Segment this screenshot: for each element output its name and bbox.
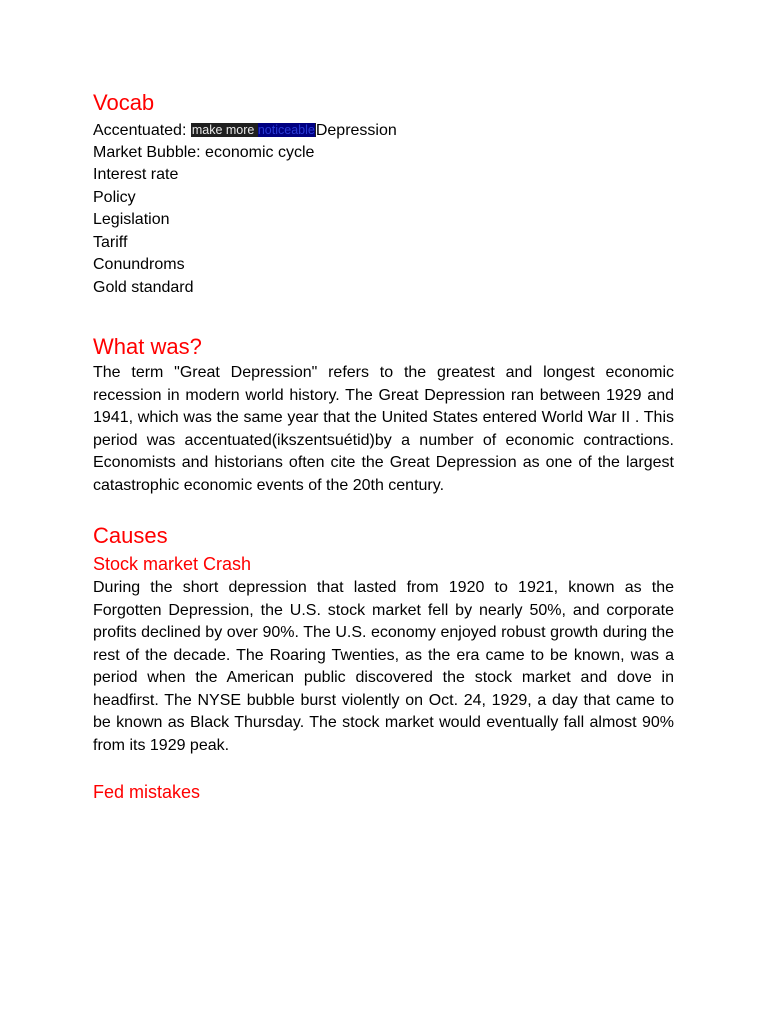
vocab-item-conundroms: Conundroms <box>93 256 185 273</box>
stock-market-crash-paragraph: During the short depression that lasted from 1920 to 1921, known as the Forgotten Depression, the U.S. stock market fell by nearly 50%, and corporate profits declined by over 90%. The U.S. economy enjoyed robust growth during the rest of the decade. The Roaring Twenties, as the era came to be known, was a period when the American public discovered the stock market and dove in headfirst. The NYSE bubble burst violently on Oct. 24, 1929, a day that came to be known as Black Thursday. The stock market would eventually fall almost 90% from its 1929 peak. <box>93 579 674 754</box>
vocab-term-accentuated: Accentuated: <box>93 122 191 139</box>
vocab-item-policy: Policy <box>93 188 136 206</box>
highlight-link[interactable]: noticeable <box>257 123 315 137</box>
what-was-heading: What was? <box>93 334 202 359</box>
vocab-item-gold-standard: Gold standard <box>93 278 194 296</box>
vocab-item-accentuated <box>93 119 674 142</box>
what-was-paragraph: The term "Great Depression" refers to the greatest and longest economic recession in modern world history. The Great Depression ran between 1929 and 1941, which was the same year that the United States entered World War II . This period was accentuated(ikszentsuétid)by a number of economic contractions. Economists and historians often cite the Great Depression as one of the largest catastrophic economic events of the 20th century. <box>93 364 674 494</box>
vocab-heading: Vocab <box>93 90 155 115</box>
fed-mistakes-heading: Fed mistakes <box>93 782 201 802</box>
causes-heading: Causes <box>93 523 168 548</box>
vocab-item-interest-rate: Interest rate <box>93 166 179 183</box>
highlight-text: make more <box>191 123 258 137</box>
vocab-item-tariff: Tariff <box>93 233 128 251</box>
vocab-item-market-bubble: Market Bubble: economic cycle <box>93 143 315 161</box>
vocab-after-text: Depression <box>315 122 397 139</box>
vocab-item-legislation: Legislation <box>93 211 170 228</box>
vocab-list <box>93 119 674 299</box>
definition-highlight <box>191 123 316 137</box>
stock-market-crash-heading: Stock market Crash <box>93 554 252 574</box>
